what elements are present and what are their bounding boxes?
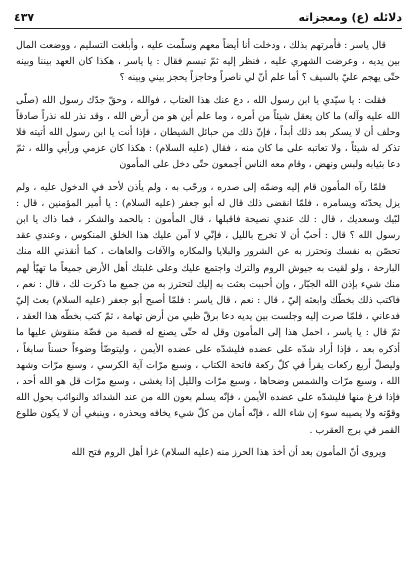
page-number: ٤٣٧ [14, 10, 35, 24]
paragraph-2: فقلت : يا سيّدي يا ابن رسول الله ، دع عنك هذا العتاب ، فوالله ، وحقّ جدّك رسول الله (صلّى الله عليه وآله) ما كان يعقل شيئاً من أمره ، وما علم أين هو من أرض الله ، وقد نذر لله نذراً صادقاً وحلف أن لا يسكر بعد ذلك أبداً ، فإنّ ذلك من حبائل الشيطان ، فإذا أنت يا ابن رسول الله أتيته فلا تذكر له شيئاً ، ولا تعاتبه على ما كان منه ، فقال (عليه السلام) : هكذا كان عزمي ورأيي والله ، ثمّ دعا بثيابه ولبس ونهض ، وقام معه الناس أجمعون حتّى دخل على المأمون [16, 94, 400, 171]
running-title: دلائله (ع) ومعجزاته [298, 10, 402, 24]
page-body [16, 38, 400, 570]
paragraph-1: قال ياسر : فأمرتهم بذلك ، ودخلت أنا أيضاً معهم وسلّمت عليه ، وأبلغت التسليم ، ووضعت المال بين يديه ، وعرضت الشهري عليه ، فنظر إليه ثمّ تبسم فقال : يا ياسر ، هكذا كان العهد بيننا وبينه حتّى يهجم عليّ بالسيف ؟ أما علم أنّ لي ناصراً وحاجزاً يحجز بيني وبينه ؟ [16, 40, 400, 84]
paragraph-3: فلمّا رآه المأمون قام إليه وضمّه إلى صدره ، ورحّب به ، ولم يأذن لأحد في الدخول عليه ، ولم يزل يحدّثه ويسامره ، فلمّا انقضى ذلك قال له أبو جعفر (عليه السلام) : يا أمير المؤمنين ، قال : لبّيك وسعديك ، قال : لك عندي نصيحة فاقبلها ، قال المأمون : بالحمد والشكر ، فما ذاك يا ابن رسول الله ؟ قال : أحبّ أن لا تخرج بالليل ، فإنّي لا آمن عليك هذا الخلق المنكوس ، وعندي عقد تحصّن به نفسك وتحترز به عن الشرور والبلايا والمكاره والآفات والعاهات ، كما أنقذني الله منك البارحة ، ولو لقيت به جيوش الروم والترك واجتمع عليك وعلى غلبتك أهل الأرض جميعاً ما تهيّأ لهم منك شيء بإذن الله الجبّار ، وإن أحببت بعثت به إليك لتحترز به من جميع ما ذكرت لك ، قال : نعم ، فاكتب ذلك بخطّك وابعثه إليّ ، قال : نعم ، قال ياسر : فلمّا أصبح أبو جعفر (عليه السلام) بعث إليّ فدعاني ، فلمّا صرت إليه وجلست بين يديه دعا برقّ ظبي من أرض تهامة ، ثمّ كتب بخطّه هذا العقد ، ثمّ قال : يا ياسر ، احمل هذا إلى المأمون وقل له حتّى يصنع له قصبة من فضّة منقوش عليها ما أذكره بعد ، فإذا أراد شدّه على عضده فليشدّه على عضده الأيمن ، وليتوضّأ وضوءاً حسناً سابغاً ، وليصلّ أربع ركعات يقرأ في كلّ ركعة فاتحة الكتاب ، وسبع مرّات آية الكرسي ، وسبع مرّات وشهد الله ، وسبع مرّات والشمس وضحاها ، وسبع مرّات والليل إذا يغشى ، وسبع مرّات قل هو الله أحد ، فإذا فرغ منها فليشدّه على عضده الأيمن ، فإنّه يسلم بعون الله من عند الشدائد والنوائب بحول الله وقوّته ولا يصيبه سوء إن شاء الله ، فإنّه أمان من كلّ شيء يخافه ويحذره ، وينبغي أن لا يكون طلوع القمر في برج العقرب . [16, 181, 400, 436]
header-rule [14, 28, 402, 29]
page-header [14, 8, 402, 26]
paragraph-4: ويروى أنّ المأمون بعد أن أخذ هذا الحرز منه (عليه السلام) غزا أهل الروم فتح الله [71, 446, 386, 458]
